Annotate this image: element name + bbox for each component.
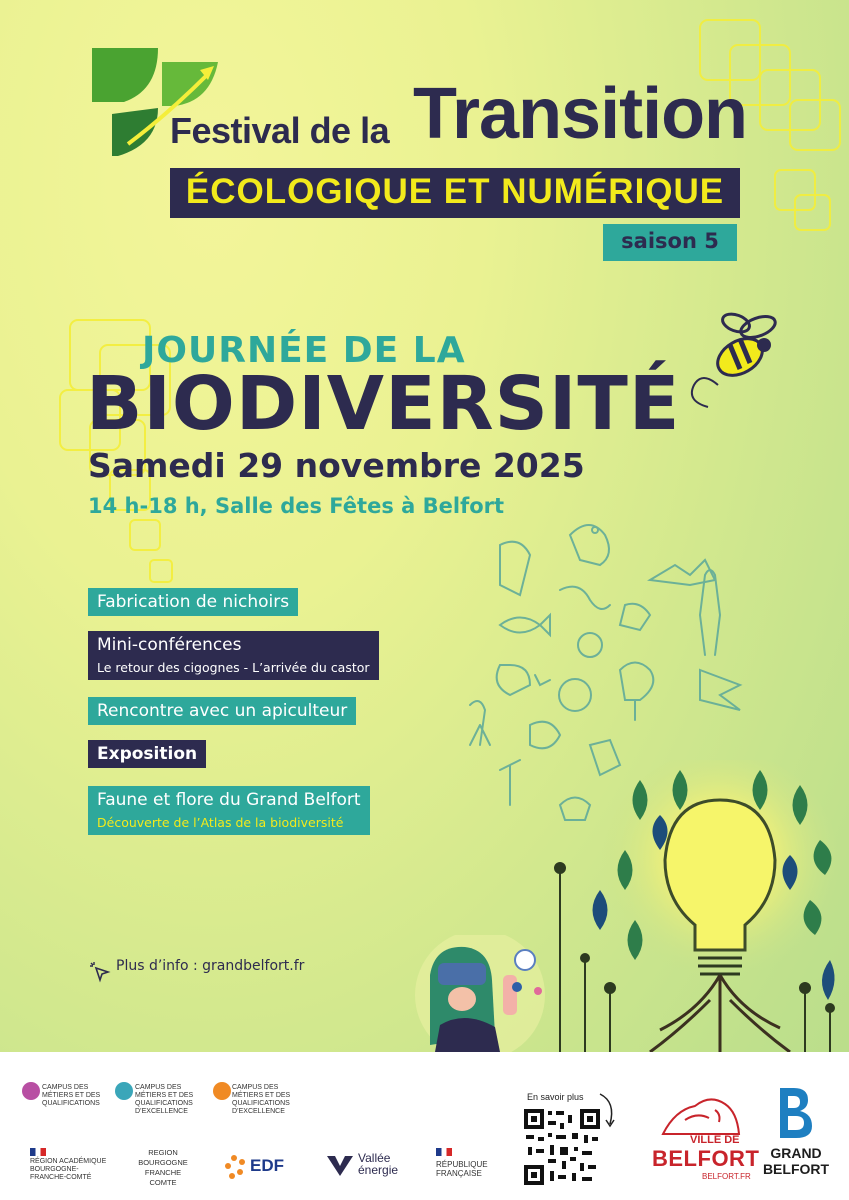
activity-nichoirs (88, 588, 298, 616)
belfort-url: BELFORT.FR (702, 1172, 751, 1181)
grand-belfort-label: BELFORT (762, 1161, 830, 1177)
activity-title: Exposition (97, 744, 198, 764)
campus-2-label: CAMPUS DES MÉTIERS ET DES QUALIFICATIONS D’EXCELLENCE (135, 1084, 194, 1115)
marianne-flag-icon (436, 1148, 452, 1156)
republique-label: RÉPUBLIQUE FRANÇAISE (436, 1160, 488, 1178)
grand-belfort-b-icon (770, 1084, 816, 1140)
subtitle-band (170, 168, 740, 218)
belfort-label: BELFORT (652, 1146, 760, 1171)
grand-label: GRAND (770, 1145, 822, 1161)
festival-prefix: Festival de la (170, 110, 390, 151)
arrow-icon (596, 1090, 620, 1130)
campus-logo-icon (22, 1082, 40, 1100)
more-info-link[interactable]: Plus d’info : grandbelfort.fr (116, 958, 305, 974)
campus-logo-icon (213, 1082, 231, 1100)
qr-caption: En savoir plus (527, 1092, 584, 1102)
event-time-place: 14 h-18 h, Salle des Fêtes à Belfort (88, 494, 505, 518)
campus-logo-icon (115, 1082, 133, 1100)
vallee-energie-label: Vallée énergie (358, 1151, 399, 1177)
activity-apiculteur (88, 697, 356, 725)
season-badge (603, 224, 737, 261)
edf-label: EDF (250, 1156, 284, 1175)
event-kicker: JOURNÉE DE LA (142, 330, 466, 371)
activity-exposition (88, 740, 206, 768)
activity-conferences (88, 631, 379, 680)
activity-title: Mini-conférences (97, 635, 242, 655)
season-label: saison 5 (621, 229, 719, 253)
lightbulb-tree-illustration (540, 760, 849, 1052)
vr-girl-illustration (400, 935, 560, 1052)
bee-icon (678, 305, 798, 425)
event-title: BIODIVERSITÉ (86, 361, 681, 447)
festival-subtitle: ÉCOLOGIQUE ET NUMÉRIQUE (185, 172, 725, 211)
activity-title: Rencontre avec un apiculteur (97, 701, 348, 721)
campus-1-label: CAMPUS DES MÉTIERS ET DES QUALIFICATIONS (42, 1084, 101, 1107)
region-academique-label: RÉGION ACADÉMIQUE BOURGOGNE-FRANCHE-COMTÉ (30, 1158, 107, 1181)
qr-code[interactable] (522, 1107, 602, 1187)
ville-de-label: VILLE DE (690, 1134, 740, 1146)
vallee-energie-icon (325, 1154, 355, 1178)
activity-title: Fabrication de nichoirs (97, 592, 290, 612)
region-label: REGION BOURGOGNE FRANCHE COMTE (138, 1148, 188, 1187)
activity-title: Faune et flore du Grand Belfort (97, 790, 361, 810)
event-date: Samedi 29 novembre 2025 (88, 446, 585, 485)
activity-detail: Découverte de l’Atlas de la biodiversité (97, 815, 344, 830)
campus-3-label: CAMPUS DES MÉTIERS ET DES QUALIFICATIONS D’EXCELLENCE (232, 1084, 291, 1115)
festival-word: Transition (413, 74, 748, 154)
activity-detail: Le retour des cigognes - L’arrivée du castor (97, 660, 370, 675)
activity-faune-flore (88, 786, 370, 835)
partners-footer (0, 1052, 849, 1200)
marianne-flag-icon (30, 1148, 46, 1156)
cursor-click-icon (88, 960, 112, 984)
lion-icon (655, 1090, 745, 1138)
